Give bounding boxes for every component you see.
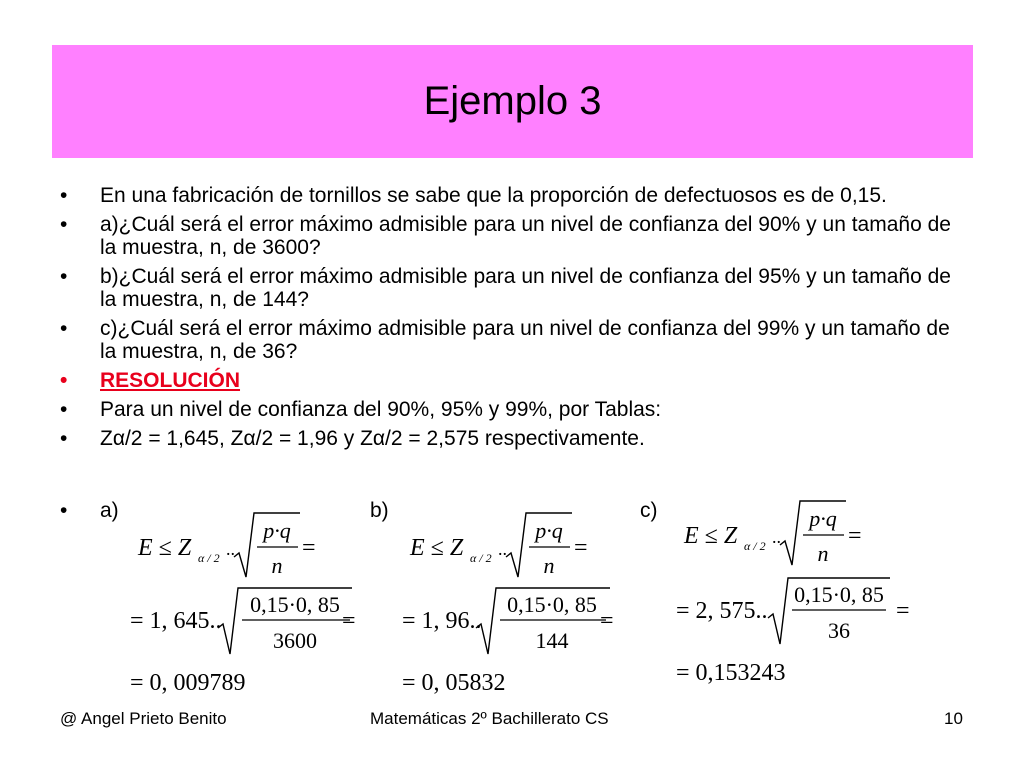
formula-c-result [676, 654, 876, 690]
bullet-question-b: • b)¿Cuál será el error máximo admisible para un nivel de confianza del 95% y un tamaño de la muestra, n, de 144? [60, 265, 970, 311]
formula-b-num: 0,15·0, 85 [507, 592, 597, 617]
formula-a-den: 3600 [273, 628, 317, 653]
bullet-question-a: • a)¿Cuál será el error máximo admisible para un nivel de confianza del 90% y un tamaño de la muestra, n, de 3600? [60, 213, 970, 259]
formula-eq: = [574, 535, 588, 561]
formula-b-result-text: = 0, 05832 [402, 670, 506, 696]
footer-author: @ Angel Prieto Benito [60, 709, 227, 728]
bullet-question-c: • c)¿Cuál será el error máximo admisible para un nivel de confianza del 99% y un tamaño de la muestra, n, de 36? [60, 317, 970, 363]
formula-general-a [130, 505, 330, 585]
footer-page-number: 10 [944, 709, 963, 728]
formula-den: n [271, 553, 283, 578]
formula-c-substitution [676, 576, 916, 656]
formula-general-b [402, 505, 602, 585]
formula-c-den: 36 [828, 618, 850, 643]
formula-eq: = [302, 535, 316, 561]
formula-c-coef: = 2, 575.. [676, 598, 768, 624]
footer-course: Matemáticas 2º Bachillerato CS [370, 709, 609, 728]
formula-c-eq: = [896, 598, 910, 624]
formula-den: n [543, 553, 555, 578]
formula-a-eq: = [342, 608, 356, 634]
bullet-z-values: • Zα/2 = 1,645, Zα/2 = 1,96 y Zα/2 = 2,575 respectivamente. [60, 427, 970, 450]
formula-num: p·q [263, 518, 291, 543]
formula-sub: α / 2 [470, 551, 492, 565]
bullet-tables: • Para un nivel de confianza del 90%, 95% y 99%, por Tablas: [60, 398, 970, 421]
formula-b-den: 144 [535, 628, 569, 653]
formula-num: p·q [535, 518, 563, 543]
formula-c-num: 0,15·0, 85 [794, 582, 884, 607]
formula-num: p·q [809, 506, 837, 531]
part-label-b: b) [370, 499, 389, 522]
formula-a-coef: = 1, 645.. [130, 608, 222, 634]
formula-dots: .. [226, 539, 235, 559]
formula-a-result [130, 664, 330, 700]
part-label-c: c) [640, 499, 658, 522]
formula-general-c [676, 493, 876, 573]
slide-title: Ejemplo 3 [423, 79, 602, 123]
formula-b-result [402, 664, 602, 700]
formula-a-substitution [130, 586, 370, 666]
title-bar [52, 45, 973, 158]
formula-lhs: E ≤ Z [410, 535, 464, 561]
bullet-list [60, 184, 970, 456]
formula-dots: .. [772, 527, 781, 547]
formula-a-result-text: = 0, 009789 [130, 670, 246, 696]
formula-a-num: 0,15·0, 85 [250, 592, 340, 617]
formula-b-coef: = 1, 96.. [402, 608, 482, 634]
formula-dots: .. [498, 539, 507, 559]
bullet-resolution: • RESOLUCIÓN [60, 369, 970, 392]
formula-den: n [817, 541, 829, 566]
formula-c-result-text: = 0,153243 [676, 660, 786, 686]
part-label-a: a) [100, 499, 119, 522]
formula-sub: α / 2 [198, 551, 220, 565]
formula-b-substitution [402, 586, 632, 666]
formula-lhs: E ≤ Z [138, 535, 192, 561]
formula-lhs: E ≤ Z [684, 523, 738, 549]
bullet-statement: • En una fabricación de tornillos se sabe que la proporción de defectuosos es de 0,15. [60, 184, 970, 207]
formula-b-eq: = [600, 608, 614, 634]
formula-eq: = [848, 523, 862, 549]
formula-sub: α / 2 [744, 539, 766, 553]
